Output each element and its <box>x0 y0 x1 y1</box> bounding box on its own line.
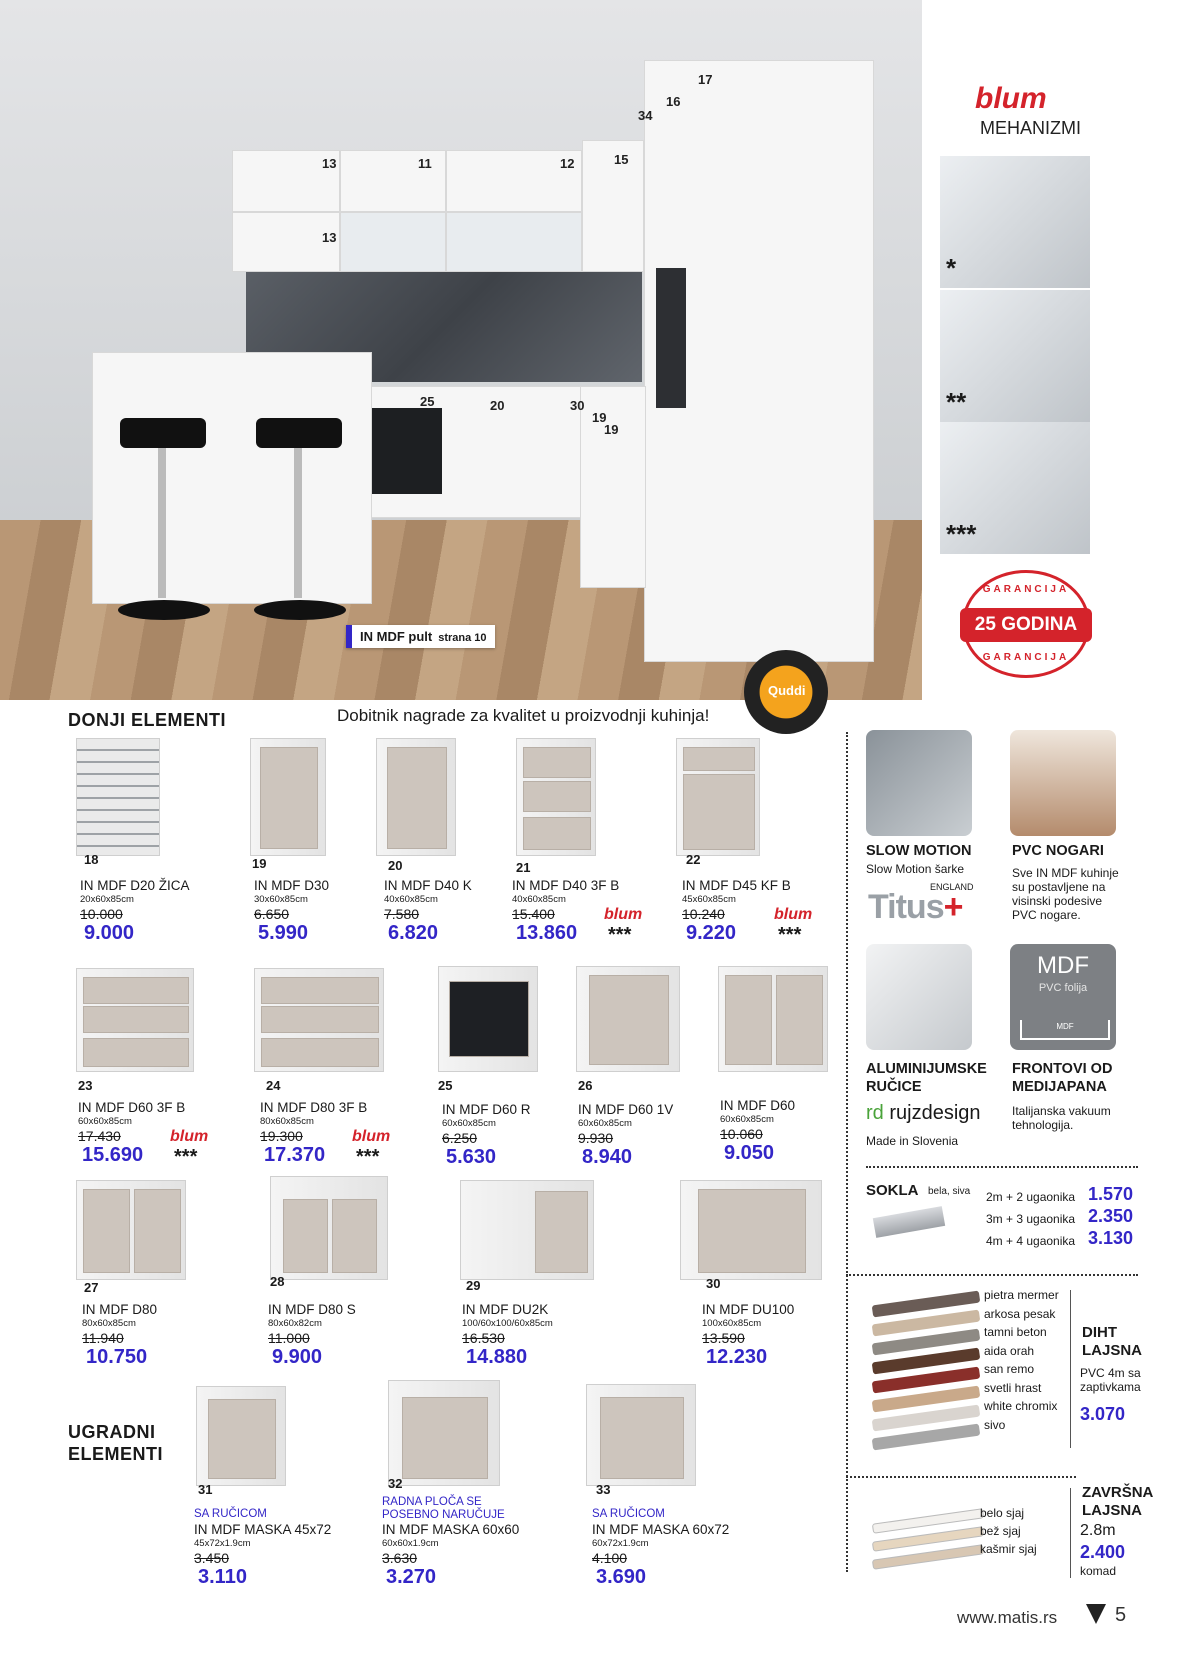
callout-number: 13 <box>322 230 337 245</box>
product-price: 13.860 <box>516 922 578 944</box>
product-old-price: 15.400 <box>512 906 555 922</box>
zavrsna-unit: komad <box>1080 1564 1117 1578</box>
cabinet-front <box>523 817 591 850</box>
blum-mechanism-photo <box>940 290 1090 422</box>
mdf-front-graphic <box>1010 944 1116 1050</box>
hero-kitchen-photo <box>0 0 922 700</box>
titus-wordmark: Titus <box>868 888 944 926</box>
product-price: 14.880 <box>466 1346 528 1368</box>
product-price: 10.750 <box>86 1346 148 1368</box>
quality-medal <box>744 650 828 734</box>
stool-base <box>254 600 346 620</box>
alu-handles-title-1: ALUMINIJUMSKE <box>866 1061 987 1077</box>
product-name: IN MDF D60 1V <box>578 1102 674 1117</box>
sokla-option-price: 3.130 <box>1088 1228 1134 1248</box>
website-link[interactable]: www.matis.rs <box>957 1608 1058 1627</box>
sokla-photo <box>873 1206 945 1238</box>
product-dimensions: 60x60x85cm <box>578 1118 632 1129</box>
award-text: Dobitnik nagrade za kvalitet u proizvodnji kuhinja! <box>337 706 710 725</box>
product-price: 9.050 <box>724 1142 775 1164</box>
slow-motion-title: SLOW MOTION <box>866 843 972 859</box>
product-name: IN MDF MASKA 45x72 <box>194 1522 332 1537</box>
sokla-subtitle: bela, siva <box>928 1186 971 1197</box>
product-name: IN MDF D60 3F B <box>78 1100 186 1115</box>
fronts-title-1: FRONTOVI OD <box>1012 1061 1113 1077</box>
product-old-price: 11.940 <box>82 1330 124 1346</box>
product-price: 15.690 <box>82 1144 144 1166</box>
product-dimensions: 60x72x1.9cm <box>592 1538 649 1549</box>
cabinet-front <box>776 975 823 1065</box>
cabinet-front <box>83 1038 189 1067</box>
cabinet-front <box>387 747 448 849</box>
rujzdesign-logo <box>866 1102 981 1125</box>
stool-base <box>118 600 210 620</box>
product-name: IN MDF D80 S <box>268 1302 356 1317</box>
mdf-small-label: PVC folija <box>1038 982 1088 994</box>
cabinet-front <box>600 1397 684 1479</box>
callout-number: 34 <box>638 108 653 123</box>
product-price: 3.690 <box>596 1566 647 1588</box>
product-price: 5.630 <box>446 1146 497 1168</box>
cabinet-front <box>208 1399 276 1479</box>
corner-cabinet <box>580 386 646 588</box>
bracket <box>1070 1290 1071 1448</box>
sokla-option-price: 2.350 <box>1088 1206 1134 1226</box>
product-name: IN MDF D20 ŽICA <box>80 878 190 893</box>
product-dimensions: 100x60x85cm <box>702 1318 762 1329</box>
color-name: san remo <box>984 1362 1035 1376</box>
sokla-title: SOKLA <box>866 1182 919 1199</box>
bar-stool <box>256 418 342 448</box>
callout-number: 30 <box>570 398 585 413</box>
color-name: arkosa pesak <box>984 1306 1056 1321</box>
product-price: 3.270 <box>386 1566 437 1588</box>
cabinet-front <box>83 1189 130 1273</box>
product-old-price: 6.650 <box>254 906 290 922</box>
cabinet-front <box>261 1038 379 1067</box>
callout-number: 19 <box>592 410 607 425</box>
product-price: 9.000 <box>84 922 135 944</box>
product-old-price: 13.590 <box>702 1330 745 1346</box>
sokla-option-price: 1.570 <box>1088 1184 1134 1204</box>
product-old-price: 6.250 <box>442 1130 478 1146</box>
color-name: tamni beton <box>984 1325 1047 1339</box>
product-number: 23 <box>78 1078 93 1093</box>
diht-desc-2: zaptivkama <box>1080 1380 1141 1394</box>
product-name: IN MDF MASKA 60x72 <box>592 1522 730 1537</box>
cabinet-front <box>589 975 668 1065</box>
stool-pole <box>158 448 166 598</box>
sokla-option-label: 3m + 3 ugaonika <box>986 1212 1076 1226</box>
product-number: 33 <box>596 1482 611 1497</box>
glass-cabinet <box>340 212 446 272</box>
pult-page: strana 10 <box>438 632 487 644</box>
matis-logo-icon <box>1086 1604 1106 1624</box>
diht-title-1: DIHT <box>1082 1324 1117 1341</box>
mark-two-stars: ** <box>946 387 967 417</box>
guarantee-bottom-text: GARANCIJA <box>982 652 1070 663</box>
diht-desc-1: PVC 4m sa <box>1080 1366 1141 1380</box>
cabinet-image <box>388 1380 500 1486</box>
zavrsna-price: 2.400 <box>1080 1542 1126 1562</box>
product-dimensions: 60x60x1.9cm <box>382 1538 439 1549</box>
sokla-option-label: 2m + 2 ugaonika <box>986 1190 1076 1204</box>
slow-motion-text: Slow Motion šarke <box>866 862 965 876</box>
blum-stars-badge: *** <box>778 924 802 946</box>
product-dimensions: 80x60x82cm <box>268 1318 322 1329</box>
cabinet-image <box>516 738 596 856</box>
titus-logo: Titus+ <box>868 888 963 926</box>
product-dimensions: 60x60x85cm <box>78 1116 132 1127</box>
callout-number: 13 <box>322 156 337 171</box>
callout-number: 17 <box>698 72 713 87</box>
product-number: 21 <box>516 860 531 875</box>
product-number: 20 <box>388 858 403 873</box>
guarantee-main: 25 GODINA <box>960 608 1092 642</box>
cabinet-image <box>576 966 680 1072</box>
oven <box>372 408 442 494</box>
product-number: 31 <box>198 1482 213 1497</box>
cabinet-front <box>260 747 318 849</box>
product-price: 6.820 <box>388 922 439 944</box>
product-number: 32 <box>388 1476 403 1491</box>
divider <box>846 1274 1138 1276</box>
section-built-in-1: UGRADNI <box>68 1422 156 1442</box>
page-number: 5 <box>1115 1604 1127 1626</box>
cabinet-front <box>683 774 755 850</box>
color-name: aida orah <box>984 1343 1035 1358</box>
blum-stars-badge: *** <box>356 1146 380 1168</box>
divider <box>846 1476 1076 1478</box>
product-old-price: 10.000 <box>80 906 123 922</box>
product-price: 8.940 <box>582 1146 633 1168</box>
cabinet-image <box>76 1180 186 1280</box>
product-old-price: 11.000 <box>268 1330 310 1346</box>
callout-number: 19 <box>604 422 619 437</box>
product-price: 5.990 <box>258 922 309 944</box>
made-in-text: Made in Slovenia <box>866 1134 959 1148</box>
mdf-big-label: MDF <box>1037 952 1089 979</box>
product-price: 17.370 <box>264 1144 326 1166</box>
cabinet-image <box>196 1386 286 1486</box>
color-name: kašmir sjaj <box>980 1542 1037 1556</box>
section-lower-elements: DONJI ELEMENTI <box>68 710 227 730</box>
hinge-photo <box>866 730 972 836</box>
cabinet-front <box>402 1397 487 1479</box>
callout-number: 16 <box>666 94 681 109</box>
cabinet-front <box>134 1189 181 1273</box>
cabinet-image <box>76 738 160 856</box>
cabinet-image <box>460 1180 594 1280</box>
built-in-oven-tall <box>656 268 686 408</box>
blum-subtitle: MEHANIZMI <box>980 118 1081 138</box>
cabinet-front <box>535 1191 589 1273</box>
product-dimensions: 20x60x85cm <box>80 894 134 905</box>
product-dimensions: 100/60x100/60x85cm <box>462 1318 553 1329</box>
pvc-legs-photo <box>1010 730 1116 836</box>
mark-one-star: * <box>946 253 957 283</box>
color-name: bež sjaj <box>980 1524 1021 1538</box>
product-old-price: 19.300 <box>260 1128 303 1144</box>
pvc-legs-text: Sve IN MDF kuhinje su postavljene na visinski podesive PVC nogare. <box>1012 866 1119 922</box>
cabinet-front <box>261 1006 379 1033</box>
product-old-price: 10.240 <box>682 906 725 922</box>
divider <box>866 1166 1138 1168</box>
guarantee-badge <box>962 570 1090 678</box>
product-note: SA RUČICOM <box>592 1508 665 1520</box>
product-price: 9.900 <box>272 1346 323 1368</box>
product-name: IN MDF D40 3F B <box>512 878 620 893</box>
product-note: RADNA PLOČA SE POSEBNO NARUČUJE <box>382 1496 505 1521</box>
product-price: 3.110 <box>198 1566 247 1588</box>
cabinet-image <box>270 1176 388 1280</box>
color-name: sivo <box>984 1417 1006 1432</box>
aluminium-handle-photo <box>866 944 972 1050</box>
blum-badge: blum <box>170 1128 209 1145</box>
medal-text: Quddi <box>768 683 806 698</box>
product-number: 26 <box>578 1078 593 1093</box>
product-number: 25 <box>438 1078 453 1093</box>
product-note: SA RUČICOM <box>194 1508 267 1520</box>
product-name: IN MDF D80 3F B <box>260 1100 368 1115</box>
product-dimensions: 45x72x1.9cm <box>194 1538 251 1549</box>
upper-cabinet <box>582 140 644 272</box>
product-old-price: 9.930 <box>578 1130 614 1146</box>
zavrsna-title-2: LAJSNA <box>1082 1502 1143 1519</box>
rd-mark: rd <box>866 1102 884 1124</box>
cabinet-image <box>376 738 456 856</box>
product-number: 29 <box>466 1278 481 1293</box>
blum-mechanism-photo <box>940 156 1090 288</box>
callout-number: 15 <box>614 152 629 167</box>
zavrsna-title-1: ZAVRŠNA <box>1082 1484 1154 1501</box>
product-dimensions: 60x60x85cm <box>720 1114 774 1125</box>
sokla-option-label: 4m + 4 ugaonika <box>986 1234 1076 1248</box>
product-old-price: 3.450 <box>194 1550 230 1566</box>
pvc-legs-title: PVC NOGARI <box>1012 843 1104 859</box>
product-number: 24 <box>266 1078 281 1093</box>
color-name: white chromix <box>984 1399 1058 1413</box>
fronts-title-2: MEDIJAPANA <box>1012 1079 1107 1095</box>
blum-stars-badge: *** <box>608 924 632 946</box>
diht-price: 3.070 <box>1080 1404 1126 1424</box>
diht-title-2: LAJSNA <box>1082 1342 1143 1359</box>
cabinet-front <box>523 747 591 778</box>
product-name: IN MDF D80 <box>82 1302 158 1317</box>
color-name: belo sjaj <box>980 1506 1025 1520</box>
cabinet-image <box>250 738 326 856</box>
cabinet-front <box>683 747 755 771</box>
callout-number: 25 <box>420 394 435 409</box>
kitchen-island <box>92 352 372 604</box>
bar-stool <box>120 418 206 448</box>
product-dimensions: 45x60x85cm <box>682 894 736 905</box>
mark-three-stars: *** <box>946 519 977 549</box>
cabinet-image <box>680 1180 822 1280</box>
product-dimensions: 40x60x85cm <box>384 894 438 905</box>
callout-number: 20 <box>490 398 505 413</box>
rujz-wordmark: rujzdesign <box>889 1102 981 1124</box>
product-dimensions: 80x60x85cm <box>82 1318 136 1329</box>
product-old-price: 7.580 <box>384 906 420 922</box>
zavrsna-length: 2.8m <box>1080 1522 1116 1539</box>
column-divider <box>846 732 848 1572</box>
cabinet-front <box>283 1199 328 1273</box>
fronts-text: Italijanska vakuum tehnologija. <box>1012 1104 1111 1132</box>
mdf-diagram-label: MDF <box>1020 1020 1110 1040</box>
product-old-price: 3.630 <box>382 1550 418 1566</box>
guarantee-top-text: GARANCIJA <box>982 584 1070 595</box>
cabinet-front <box>332 1199 377 1273</box>
product-number: 19 <box>252 856 267 871</box>
blum-stars-badge: *** <box>174 1146 198 1168</box>
product-old-price: 17.430 <box>78 1128 121 1144</box>
section-built-in-2: ELEMENTI <box>68 1444 164 1464</box>
product-dimensions: 60x60x85cm <box>442 1118 496 1129</box>
alu-handles-title-2: RUČICE <box>866 1079 922 1095</box>
cabinet-image <box>676 738 760 856</box>
cabinet-image <box>586 1384 696 1486</box>
bracket <box>1070 1488 1071 1578</box>
glass-cabinet <box>446 212 582 272</box>
cabinet-image <box>438 966 538 1072</box>
color-name: svetli hrast <box>984 1380 1042 1395</box>
callout-number: 11 <box>418 156 432 171</box>
product-number: 22 <box>686 852 701 867</box>
product-dimensions: 40x60x85cm <box>512 894 566 905</box>
blum-mechanism-photo <box>940 422 1090 554</box>
cabinet-front <box>523 781 591 812</box>
pult-reference-tag <box>346 625 495 648</box>
cabinet-front <box>83 1006 189 1033</box>
product-name: IN MDF MASKA 60x60 <box>382 1522 520 1537</box>
product-number: 27 <box>84 1280 99 1295</box>
blum-badge: blum <box>604 906 643 923</box>
cabinet-image <box>254 968 384 1072</box>
blum-badge: blum <box>774 906 813 923</box>
product-old-price: 10.060 <box>720 1126 763 1142</box>
cabinet-image <box>76 968 194 1072</box>
product-name: IN MDF D60 <box>720 1098 796 1113</box>
product-price: 9.220 <box>686 922 737 944</box>
color-name: pietra mermer <box>984 1288 1059 1302</box>
product-number: 18 <box>84 852 99 867</box>
product-number: 28 <box>270 1274 285 1289</box>
pult-label: IN MDF pult <box>360 629 433 644</box>
product-dimensions: 80x60x85cm <box>260 1116 314 1127</box>
product-name: IN MDF D30 <box>254 878 330 893</box>
cabinet-front <box>261 977 379 1004</box>
product-name: IN MDF D45 KF B <box>682 878 791 893</box>
titus-country: ENGLAND <box>930 882 974 892</box>
product-name: IN MDF DU100 <box>702 1302 795 1317</box>
cabinet-image <box>718 966 828 1072</box>
cabinet-front <box>83 977 189 1004</box>
oven-window <box>449 981 529 1057</box>
product-old-price: 4.100 <box>592 1550 628 1566</box>
product-old-price: 16.530 <box>462 1330 505 1346</box>
product-number: 30 <box>706 1276 721 1291</box>
cabinet-front <box>698 1189 806 1273</box>
product-price: 12.230 <box>706 1346 768 1368</box>
callout-number: 12 <box>560 156 575 171</box>
blum-logo: blum <box>975 82 1047 115</box>
stool-pole <box>294 448 302 598</box>
blum-badge: blum <box>352 1128 391 1145</box>
product-name: IN MDF D40 K <box>384 878 472 893</box>
product-name: IN MDF D60 R <box>442 1102 531 1117</box>
product-name: IN MDF DU2K <box>462 1302 549 1317</box>
cabinet-front <box>725 975 772 1065</box>
product-dimensions: 30x60x85cm <box>254 894 308 905</box>
